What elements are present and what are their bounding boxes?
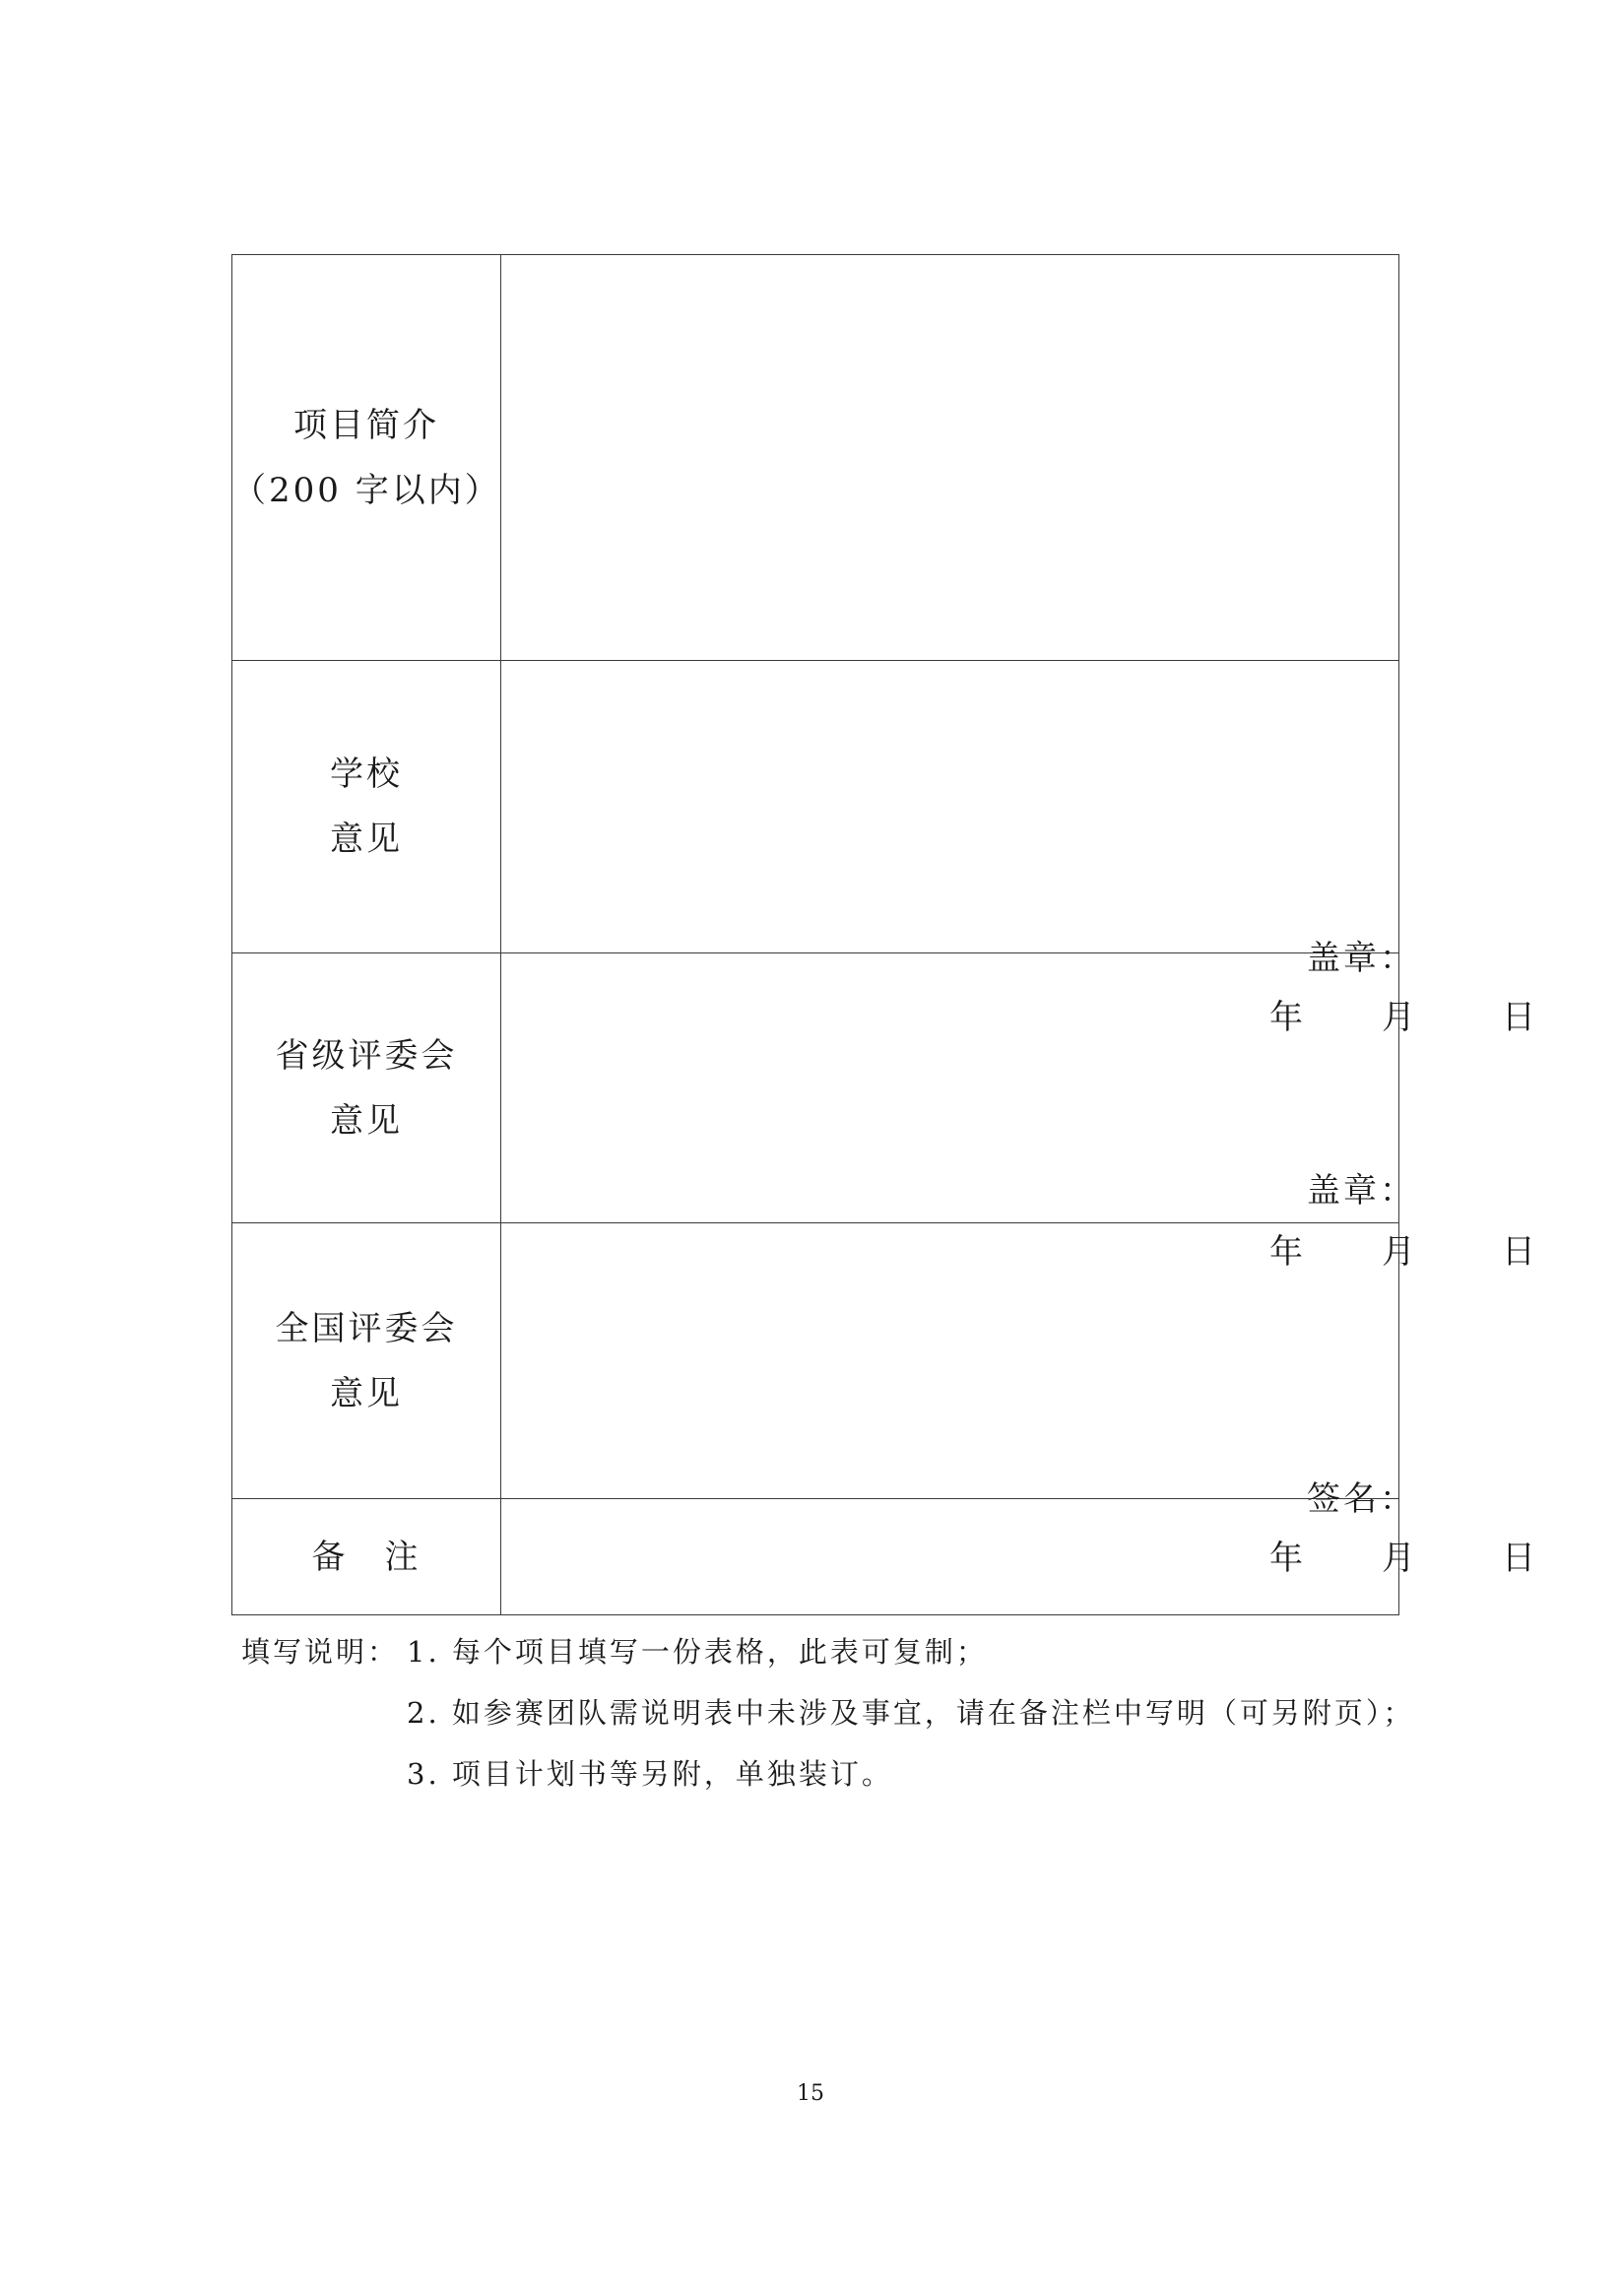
instruction-text: 1. 每个项目填写一份表格，此表可复制； xyxy=(407,1635,988,1669)
school-seal-label: 盖章： xyxy=(1307,939,1416,978)
remarks-label: 备 注 xyxy=(311,1537,421,1577)
remarks-label-cell xyxy=(232,1499,501,1615)
instruction-item xyxy=(241,1743,1414,1804)
page-number: 15 xyxy=(797,2081,824,2106)
year-label: 年 xyxy=(1269,998,1306,1037)
month-label: 月 xyxy=(1382,1538,1418,1578)
provincial-label-cell xyxy=(232,953,501,1223)
school-label-cell xyxy=(232,661,501,953)
day-label: 日 xyxy=(1502,998,1538,1037)
provincial-label: 省级评委会 xyxy=(275,1035,458,1076)
month-label: 月 xyxy=(1382,1231,1418,1272)
school-opinion-label: 意见 xyxy=(330,820,403,859)
remarks-row xyxy=(232,1499,1399,1615)
remarks-field[interactable] xyxy=(501,1499,1399,1615)
instruction-item xyxy=(241,1621,1414,1682)
national-signature-label: 签名： xyxy=(1307,1478,1416,1519)
month-label: 月 xyxy=(1382,998,1418,1037)
intro-content-field[interactable] xyxy=(501,255,1399,661)
intro-word-limit: （200 字以内） xyxy=(232,470,501,510)
instructions-heading: 填写说明： xyxy=(241,1635,400,1669)
instruction-text: 2. 如参赛团队需说明表中未涉及事宜，请在备注栏中写明（可另附页）； xyxy=(407,1696,1415,1730)
provincial-row xyxy=(232,953,1399,1223)
provincial-opinion-label: 意见 xyxy=(330,1100,403,1141)
national-row xyxy=(232,1223,1399,1499)
day-label: 日 xyxy=(1502,1231,1538,1272)
provincial-opinion-field[interactable] xyxy=(501,953,1538,1272)
national-opinion-field[interactable] xyxy=(501,1223,1538,1578)
provincial-seal-label: 盖章： xyxy=(1307,1170,1416,1211)
instruction-item xyxy=(241,1682,1414,1743)
national-opinion-label: 意见 xyxy=(330,1373,403,1413)
school-label: 学校 xyxy=(330,754,403,794)
application-form-table xyxy=(231,254,1538,1615)
instruction-text: 3. 项目计划书等另附，单独装订。 xyxy=(407,1757,893,1791)
school-opinion-field[interactable] xyxy=(501,661,1538,1037)
intro-label-cell xyxy=(232,255,501,661)
intro-row xyxy=(232,255,1399,661)
school-row xyxy=(232,661,1399,953)
year-label: 年 xyxy=(1269,1538,1306,1578)
year-label: 年 xyxy=(1269,1231,1306,1272)
intro-label: 项目简介 xyxy=(293,405,439,445)
national-label: 全国评委会 xyxy=(275,1308,458,1348)
day-label: 日 xyxy=(1502,1538,1538,1578)
national-label-cell xyxy=(232,1223,501,1499)
filling-instructions xyxy=(241,1621,1414,1804)
